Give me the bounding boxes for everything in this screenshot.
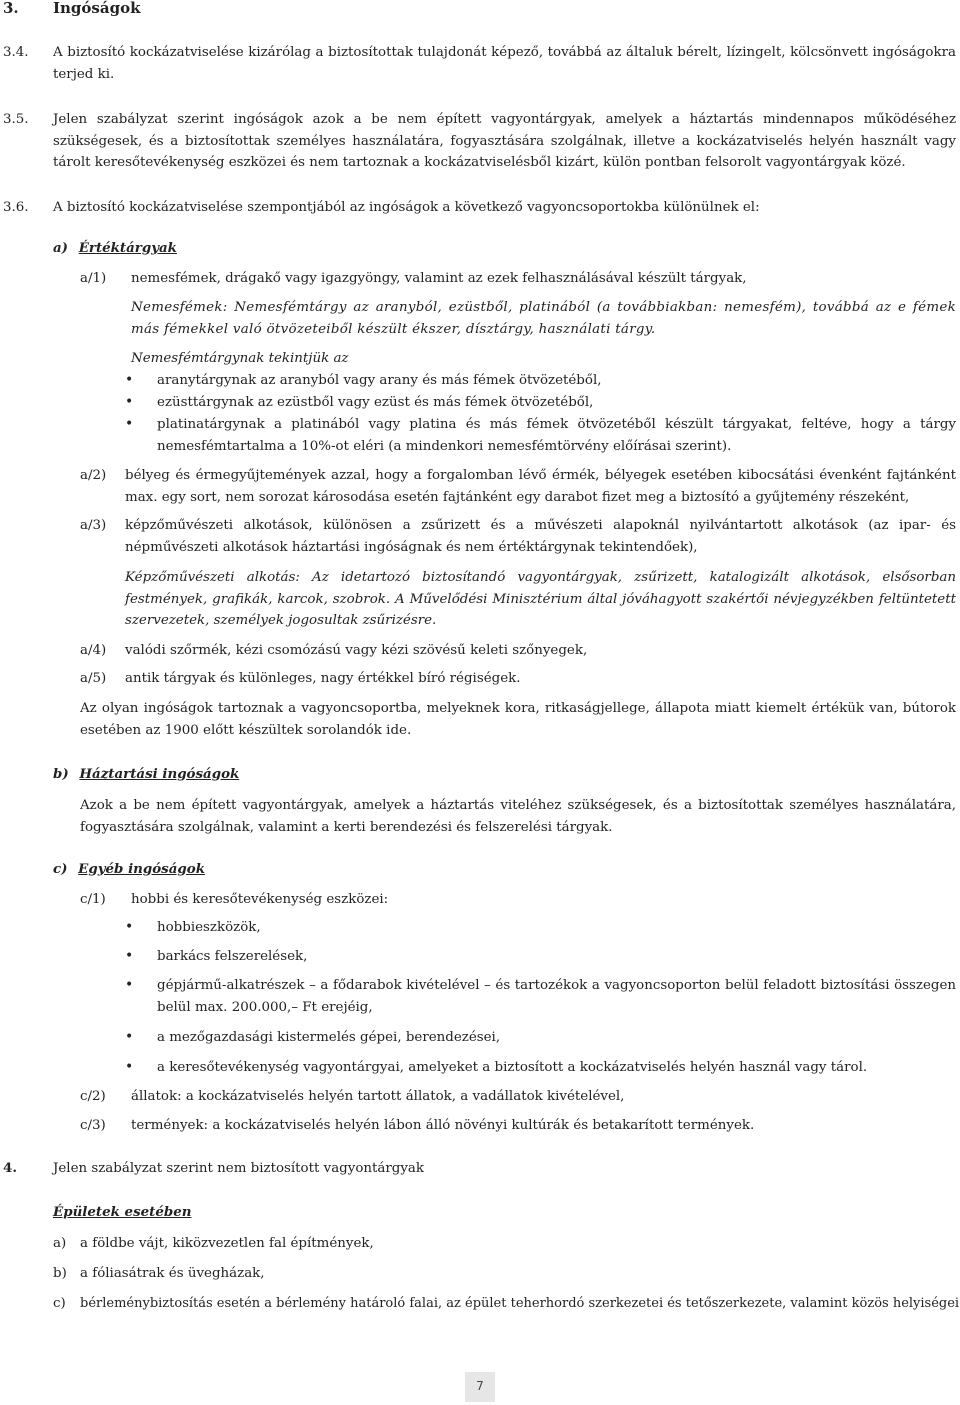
item-text: bérleménybiztosítás esetén a bérlemény határoló falai, az épület teherhordó szerkezetei és tetőszerkezete, valamint közös helyiségei	[80, 1296, 960, 1311]
section-number: 4.	[3, 1160, 17, 1176]
page-number: 7	[476, 1379, 484, 1393]
subsection-heading	[53, 764, 239, 786]
bullet-icon: •	[125, 394, 134, 410]
subsection-title: Értéktárgyak	[78, 240, 177, 256]
item-text: nemesfémek, drágakő vagy igazgyöngy, valamint az ezek felhasználásával készült tárgyak,	[131, 271, 747, 286]
item-text: a földbe vájt, kiközvezetlen fal építmények,	[80, 1236, 374, 1251]
bullet-icon: •	[125, 1029, 134, 1045]
subsection-heading	[53, 1202, 191, 1224]
bullet-icon: •	[125, 977, 134, 993]
item-label: c)	[53, 1296, 66, 1311]
clause-text: Jelen szabályzat szerint ingóságok azok a be nem épített vagyontárgyak, amelyek a háztartás mindennapos működéséhez szükségesek, és a biztosítottak személyes használatára, fogyasztására szolgálnak, illetve a kockázatviselés helyén használt vagy tárolt keresőtevékenység eszközei és nem tartoznak a kockázatviselésből kizárt, külön pontban felsorolt vagyontárgyak közé.	[53, 112, 956, 170]
bullet-text: aranytárgynak az aranyból vagy arany és más fémek ötvözetéből,	[157, 373, 602, 388]
section-title: Ingóságok	[53, 0, 141, 17]
item-text: állatok: a kockázatviselés helyén tartott állatok, a vadállatok kivételével,	[131, 1089, 625, 1104]
definition-intro: Nemesfémtárgynak tekintjük az	[131, 351, 349, 366]
bullet-text: barkács felszerelések,	[157, 949, 308, 964]
section-title: Jelen szabályzat szerint nem biztosított vagyontárgyak	[53, 1161, 425, 1176]
group-closing-text: Az olyan ingóságok tartoznak a vagyoncsoportba, melyeknek kora, ritkaságjellege, állapota miatt kiemelt értékük van, bútorok esetében az 1900 előtt készültek sorolandók ide.	[80, 701, 956, 738]
item-label: a/4)	[80, 643, 107, 658]
clause-text: A biztosító kockázatviselése szempontjából az ingóságok a következő vagyoncsoportokba különülnek el:	[53, 200, 760, 215]
item-label: c/1)	[80, 892, 106, 907]
item-text: bélyeg és érmegyűjtemények azzal, hogy a forgalomban lévő érmék, bélyegek esetében kibocsátási évenként fajtánként max. egy sort, nem sorozat károsodása esetén fajtánként egy darabot fizet meg a biztosító a gyűjtemény részeként,	[125, 468, 956, 505]
bullet-icon: •	[125, 372, 134, 388]
item-label: a/2)	[80, 468, 107, 483]
subsection-title: Egyéb ingóságok	[78, 861, 205, 877]
group-text: Azok a be nem épített vagyontárgyak, amelyek a háztartás viteléhez szükségesek, és a biztosítottak személyes használatára, fogyasztására szolgálnak, valamint a kerti berendezési és felszerelési tárgyak.	[80, 798, 956, 835]
section-number: 3.	[3, 0, 19, 17]
definition-note: Képzőművészeti alkotás: Az idetartozó biztosítandó vagyontárgyak, zsűrizett, katalogizált alkotások, elsősorban festmények, grafikák, karcok, szobrok. A Művelődési Minisztérium által jóváhagyott szakértői névjegyzékben feltüntetett szervezetek, személyek jogosultak zsűrizésre.	[125, 570, 956, 628]
item-label: a/3)	[80, 518, 107, 533]
item-label: c/3)	[80, 1118, 106, 1133]
bullet-text: a keresőtevékenység vagyontárgyai, amelyeket a biztosított a kockázatviselés helyén használ vagy tárol.	[157, 1060, 868, 1075]
bullet-icon: •	[125, 1059, 134, 1075]
bullet-text: a mezőgazdasági kistermelés gépei, berendezései,	[157, 1030, 501, 1045]
subsection-heading	[53, 238, 177, 260]
item-text: termények: a kockázatviselés helyén lábon álló növényi kultúrák és betakarított termények.	[131, 1118, 755, 1133]
clause-number: 3.6.	[3, 200, 29, 215]
subsection-title: Épületek esetében	[53, 1204, 192, 1220]
item-text: a fóliasátrak és üvegházak,	[80, 1266, 265, 1281]
bullet-icon: •	[125, 416, 134, 432]
item-text: antik tárgyak és különleges, nagy értékkel bíró régiségek.	[125, 671, 521, 686]
subsection-title: Háztartási ingóságok	[79, 766, 240, 782]
item-text: képzőművészeti alkotások, különösen a zsűrizett és a művészeti alapoknál nyilvántartott alkotások (az ipar- és népművészeti alkotások háztartási ingóságnak és nem értéktárgynak tekintendőek),	[125, 518, 956, 555]
bullet-text: platinatárgynak a platinából vagy platina és más fémek ötvözetéből készült tárgyakat, feltéve, hogy a tárgy nemesfémtartalma a 10%-ot eléri (a mindenkori nemesfémtörvény előírásai szerint).	[157, 417, 956, 454]
bullet-text: gépjármű-alkatrészek – a fődarabok kivételével – és tartozékok a vagyoncsoporton belül feladott biztosítási összegen belül max. 200.000,– Ft erejéig,	[157, 978, 956, 1015]
item-label: a/5)	[80, 671, 107, 686]
subsection-label: a)	[53, 240, 69, 256]
subsection-label: b)	[53, 766, 69, 782]
bullet-text: hobbieszközök,	[157, 920, 261, 935]
bullet-icon: •	[125, 948, 134, 964]
definition-note: Nemesfémek: Nemesfémtárgy az aranyból, ezüstből, platinából (a továbbiakban: nemesfém), továbbá az e fémek más fémekkel való ötvözeteiből készült ékszer, dísztárgy, használati tárgy.	[131, 300, 956, 337]
item-text: hobbi és keresőtevékenység eszközei:	[131, 892, 389, 907]
subsection-label: c)	[53, 861, 68, 877]
bullet-text: ezüsttárgynak az ezüstből vagy ezüst és más fémek ötvözetéből,	[157, 395, 594, 410]
item-label: b)	[53, 1266, 67, 1281]
item-text: valódi szőrmék, kézi csomózású vagy kézi szövésű keleti szőnyegek,	[125, 643, 588, 658]
subsection-heading	[53, 859, 205, 881]
item-label: a/1)	[80, 271, 107, 286]
clause-number: 3.5.	[3, 112, 29, 127]
bullet-icon: •	[125, 919, 134, 935]
item-label: c/2)	[80, 1089, 106, 1104]
clause-number: 3.4.	[3, 45, 29, 60]
clause-text: A biztosító kockázatviselése kizárólag a biztosítottak tulajdonát képező, továbbá az általuk bérelt, lízingelt, kölcsönvett ingóságokra terjed ki.	[53, 45, 956, 82]
item-label: a)	[53, 1236, 67, 1251]
